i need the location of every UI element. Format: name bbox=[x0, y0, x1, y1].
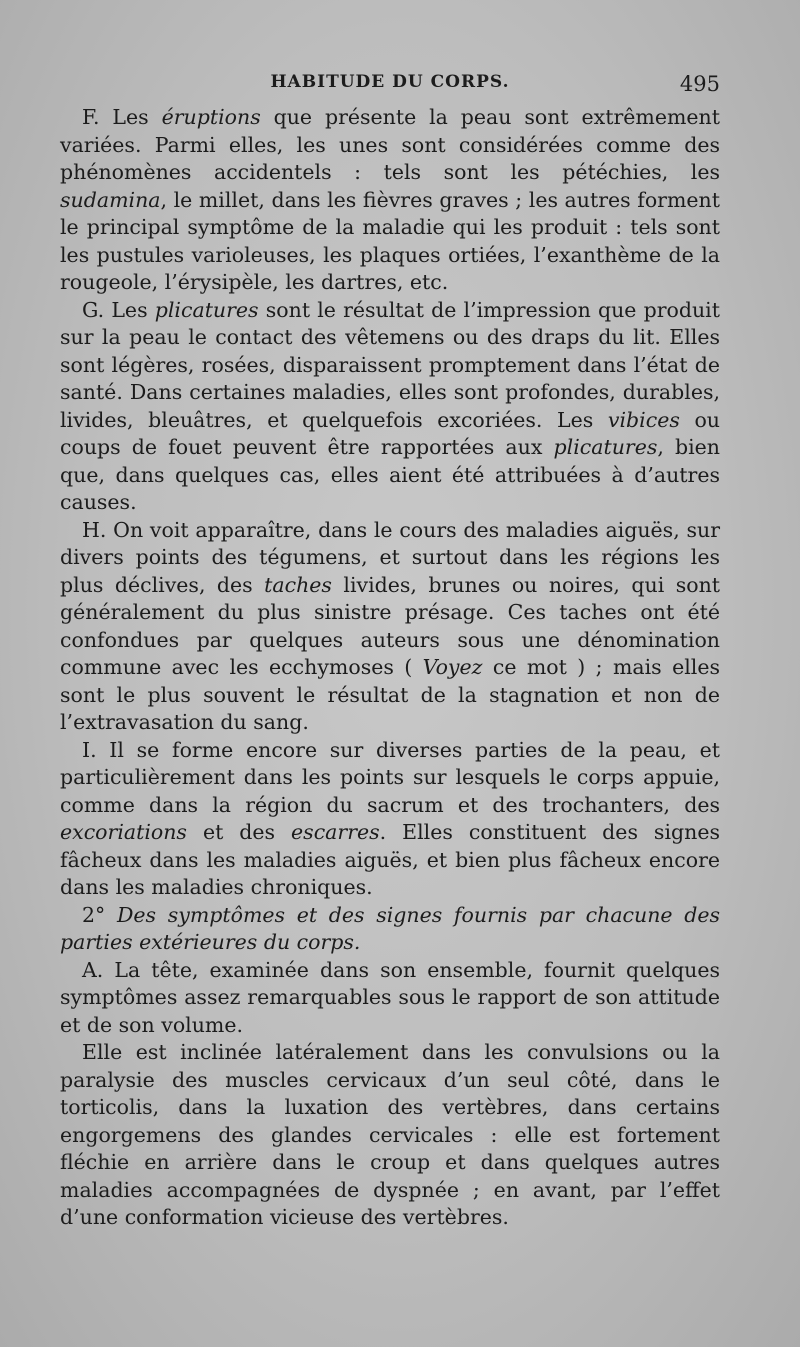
italic-term: sudamina bbox=[60, 187, 161, 212]
italic-term: plicatures bbox=[154, 297, 259, 322]
italic-term: Des symptômes et des signes fournis par chacune des parties extérieures du corps. bbox=[60, 902, 720, 954]
text-run: A. La tête, examinée dans son ensemble, fournit quelques symptômes assez remarquables sous le rapport de son attitude et de son volume. bbox=[60, 957, 720, 1037]
text-run: que présente la peau sont extrêmement variées. Parmi elles, les unes sont considérées comme des phénomènes accidentels : tels sont les pétéchies, les bbox=[60, 105, 720, 184]
page-number: 495 bbox=[679, 72, 720, 96]
text-run: Elle est inclinée latéralement dans les convulsions ou la paralysie des muscles cervicaux d’un seul côté, dans le torticolis, dans la luxation des vertèbres, dans certains engorgemens des glandes cervicales : elle est fortement fléchie en arrière dans le croup et dans quelques autres maladies accompagnées de dyspnée ; en avant, par l’effet d’une conformation vicieuse des vertèbres. bbox=[60, 1040, 720, 1229]
italic-term: escarres bbox=[291, 820, 380, 844]
text-run: , le millet, dans les fièvres graves ; les autres forment le principal symptôme de la maladie qui les produit : tels sont les pustules varioleuses, les plaques ortiées, l’exanthème de la rougeole, l’érysipèle, les dartres, etc. bbox=[60, 187, 720, 294]
italic-term: excoriations bbox=[60, 820, 187, 844]
italic-term: éruptions bbox=[161, 105, 261, 129]
italic-term: vibices bbox=[607, 407, 680, 432]
text-run: , bien que, dans quelques cas, elles aient été attribuées à d’autres causes. bbox=[60, 435, 720, 514]
paragraph-f bbox=[60, 104, 720, 297]
page-header bbox=[60, 72, 720, 102]
italic-term: Voyez bbox=[422, 655, 483, 679]
section-heading bbox=[60, 902, 720, 957]
text-run: F. Les bbox=[82, 105, 162, 129]
paragraph-i bbox=[60, 737, 720, 902]
paragraph-g bbox=[60, 297, 720, 517]
paragraph-a-continued bbox=[60, 1039, 720, 1232]
text-run: sont le résultat de l’impression que produit sur la peau le contact des vêtemens ou des draps du lit. Elles sont légères, rosées, disparaissent promptement dans l’état de santé. Dans certaines maladies, elles sont profondes, durables, livides, bleuâtres, et quelquefois excoriées. Les bbox=[60, 297, 720, 432]
text-run: livides, brunes ou noires, qui sont généralement du plus sinistre présage. Ces taches ont été confondues par quelques auteurs sous une dénomination commune avec les ecchymoses ( bbox=[60, 572, 721, 679]
text-run: . Elles constituent des signes fâcheux dans les maladies aiguës, et bien plus fâcheux encore dans les maladies chroniques. bbox=[60, 820, 720, 899]
text-run: I. Il se forme encore sur diverses parties de la peau, et particulièrement dans les points sur lesquels le corps appuie, comme dans la région du sacrum et des trochanters, des bbox=[60, 737, 720, 817]
text-run: ce mot ) ; mais elles sont le plus souvent le résultat de la stagnation et non de l’extravasation du sang. bbox=[60, 655, 720, 734]
italic-term: plicatures bbox=[553, 435, 658, 459]
paragraph-h bbox=[60, 517, 720, 737]
text-run: H. On voit apparaître, dans le cours des maladies aiguës, sur divers points des tégumens, et surtout dans les régions les plus déclives, des bbox=[60, 517, 720, 597]
italic-term: taches bbox=[264, 572, 332, 597]
text-run: G. Les bbox=[82, 297, 155, 322]
text-run: ou coups de fouet peuvent être rapportées aux bbox=[60, 407, 720, 459]
running-head: HABITUDE DU CORPS. bbox=[270, 72, 510, 92]
body-text bbox=[60, 104, 720, 1232]
paragraph-a bbox=[60, 957, 720, 1040]
text-run: 2° bbox=[82, 902, 117, 927]
text-run: et des bbox=[186, 820, 292, 844]
